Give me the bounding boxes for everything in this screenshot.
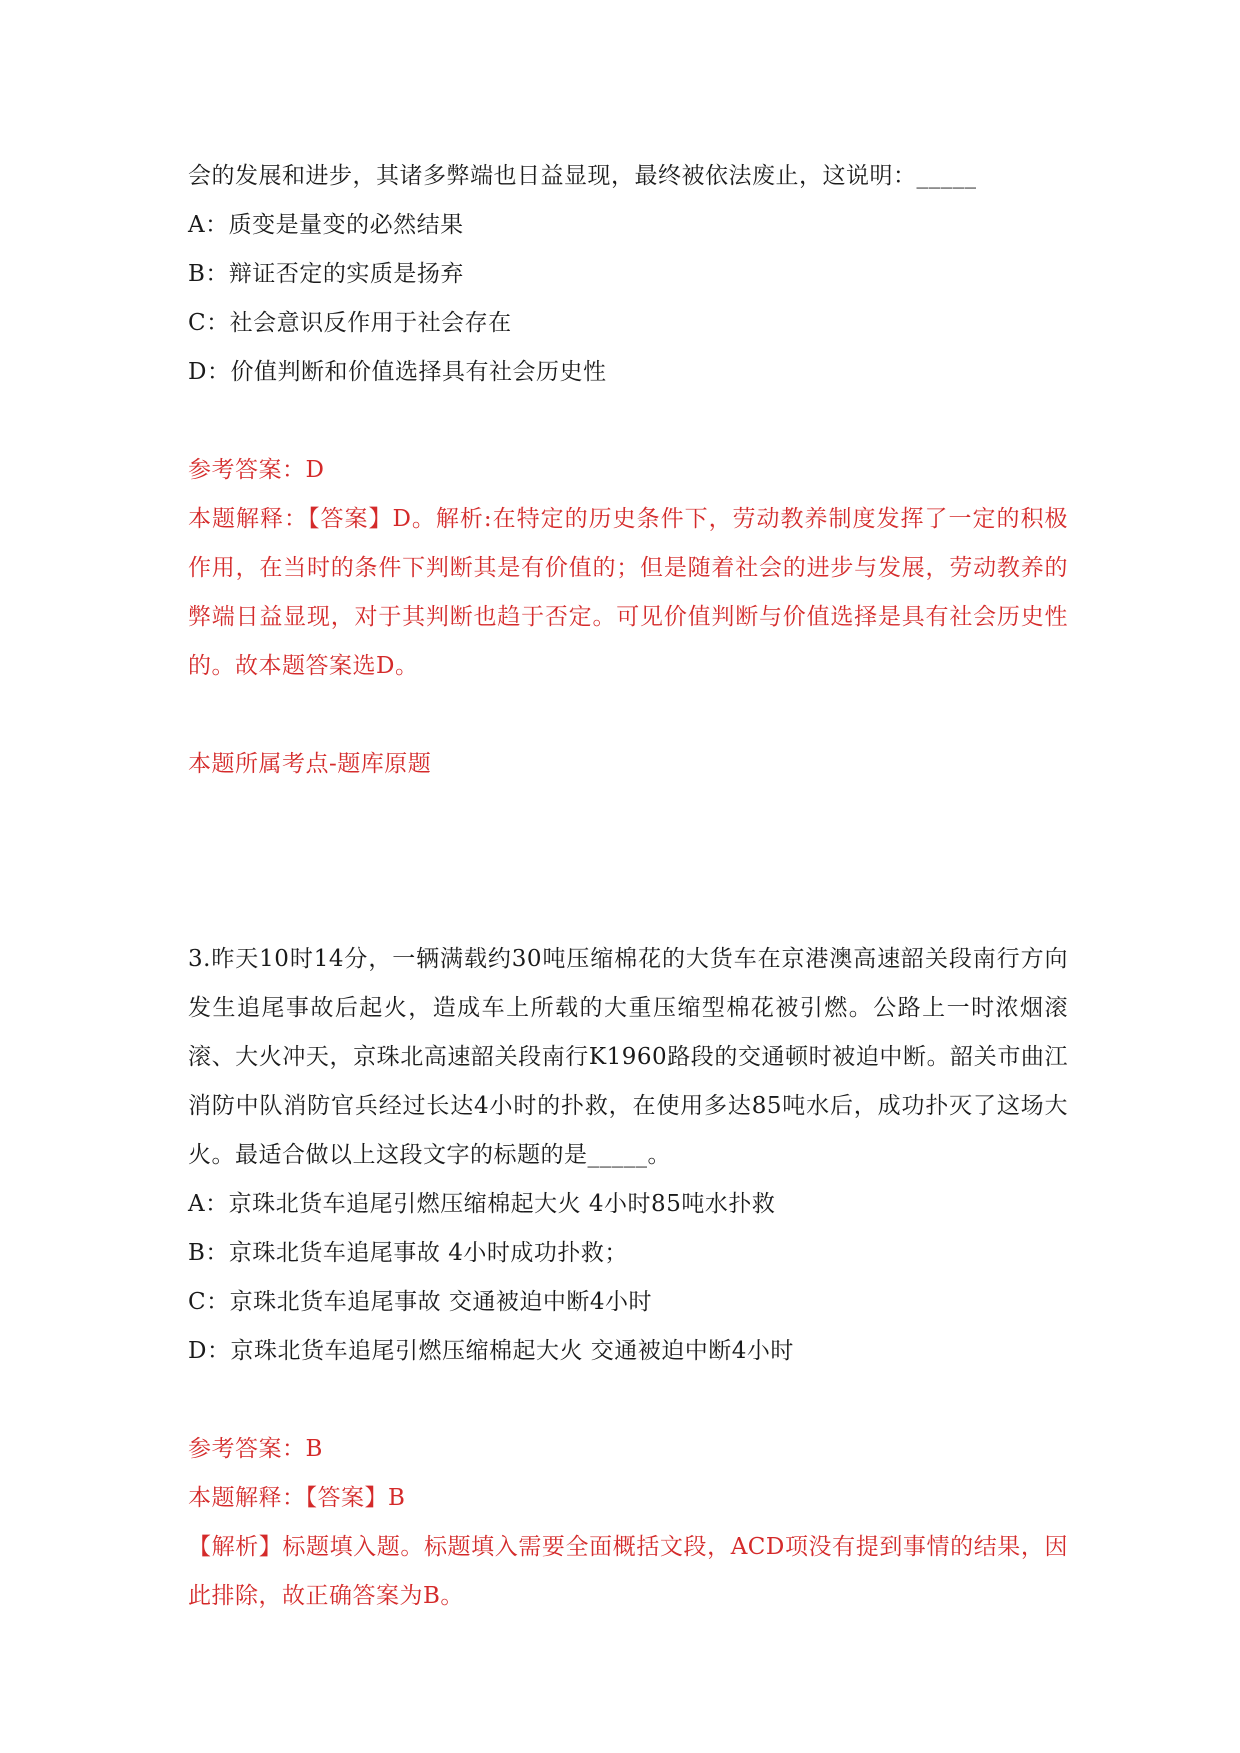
- document-page: [188, 152, 1068, 1621]
- q3-explanation-line2: 【解析】标题填入题。标题填入需要全面概括文段，ACD项没有提到事情的结果，因此排除，故正确答案为B。: [188, 1534, 1068, 1609]
- q2-option-c: C：社会意识反作用于社会存在: [188, 310, 512, 336]
- q2-option-d: D：价值判断和价值选择具有社会历史性: [188, 359, 607, 385]
- q3-option-c: C：京珠北货车追尾事故 交通被迫中断4小时: [188, 1289, 653, 1315]
- q3-option-a: A：京珠北货车追尾引燃压缩棉起大火 4小时85吨水扑救: [188, 1191, 776, 1217]
- q2-topic: 本题所属考点-题库原题: [188, 751, 432, 777]
- q2-option-b: B：辩证否定的实质是扬弃: [188, 261, 464, 287]
- q2-answer: 参考答案：D: [188, 457, 325, 483]
- q3-answer: 参考答案：B: [188, 1436, 323, 1462]
- q3-stem: 3.昨天10时14分，一辆满载约30吨压缩棉花的大货车在京港澳高速韶关段南行方向发生追尾事故后起火，造成车上所载的大重压缩型棉花被引燃。公路上一时浓烟滚滚、大火冲天，京珠北高速韶关段南行K1960路段的交通顿时被迫中断。韶关市曲江消防中队消防官兵经过长达4小时的扑救，在使用多达85吨水后，成功扑灭了这场大火。最适合做以上这段文字的标题的是_____。: [188, 946, 1068, 1168]
- spacer: [188, 789, 1068, 935]
- q3-option-b: B：京珠北货车追尾事故 4小时成功扑救；: [188, 1240, 628, 1266]
- q2-option-a: A：质变是量变的必然结果: [188, 212, 464, 238]
- q2-stem-tail: 会的发展和进步，其诸多弊端也日益显现，最终被依法废止，这说明：_____: [188, 163, 977, 189]
- q2-explanation: 本题解释：【答案】D。解析:在特定的历史条件下，劳动教养制度发挥了一定的积极作用，在当时的条件下判断其是有价值的；但是随着社会的进步与发展，劳动教养的弊端日益显现，对于其判断也趋于否定。可见价值判断与价值选择是具有社会历史性的。故本题答案选D。: [188, 506, 1068, 679]
- q3-option-d: D：京珠北货车追尾引燃压缩棉起大火 交通被迫中断4小时: [188, 1338, 794, 1364]
- spacer: [188, 691, 1068, 740]
- spacer: [188, 397, 1068, 446]
- spacer: [188, 1376, 1068, 1425]
- q3-explanation-line1: 本题解释：【答案】B: [188, 1485, 406, 1511]
